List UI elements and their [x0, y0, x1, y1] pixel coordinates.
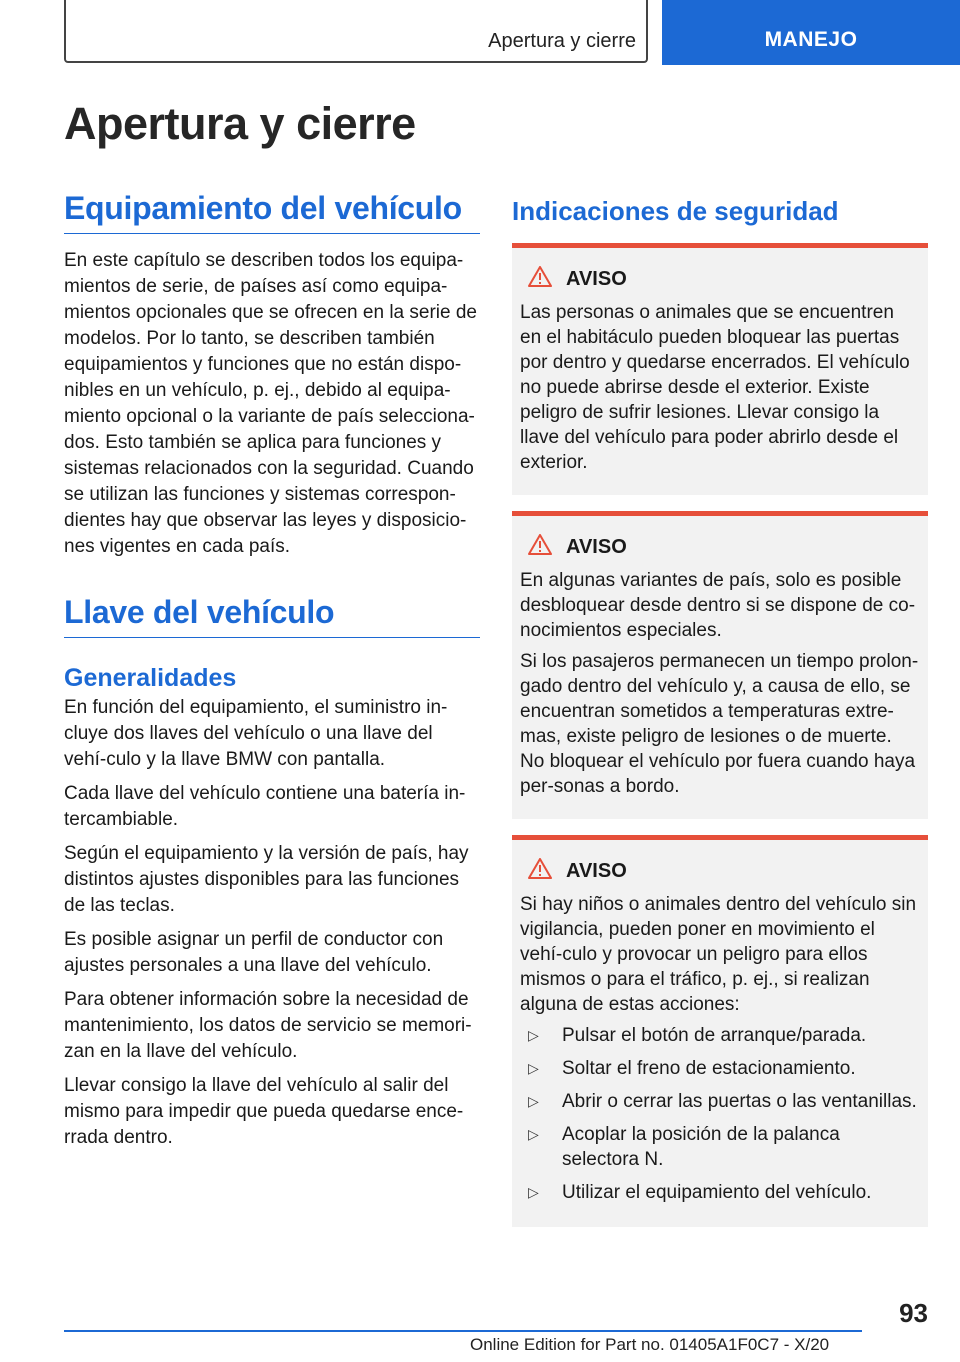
- warning-box: [512, 835, 928, 1227]
- warning-box: [512, 243, 928, 495]
- warning-title: AVISO: [566, 535, 627, 558]
- warning-triangle-icon: [528, 858, 552, 884]
- warning-paragraph: Si hay niños o animales dentro del vehículo sin vigilancia, pueden poner en movimiento el vehí‐culo y provocar un peligro para ellos mismos o para el tráfico, p. ej., si realizan alguna de estas acciones:: [520, 894, 917, 1015]
- paragraph: Para obtener información sobre la necesidad de mantenimiento, los datos de servicio se memori‐zan en la llave del vehículo.: [64, 989, 472, 1062]
- list-item-text: Pulsar el botón de arranque/parada.: [562, 1025, 867, 1046]
- list-item: [520, 1122, 920, 1172]
- heading-equipamiento: Equipamiento del vehículo: [64, 190, 480, 234]
- warning-paragraph: Si los pasajeros permanecen un tiempo prolon‐gado dentro del vehículo y, a causa de ello, se encuentran sometidos a temperaturas extre‐mas, existe peligro de lesiones o de muerte. No bloquear el vehículo por fuera cuando haya per‐sonas a bordo.: [520, 651, 919, 797]
- triangle-bullet-icon: ▷: [528, 1060, 539, 1076]
- list-item-text: Abrir o cerrar las puertas o las ventanillas.: [562, 1091, 917, 1112]
- right-column: [512, 190, 928, 1227]
- paragraph: Cada llave del vehículo contiene una batería in‐tercambiable.: [64, 783, 466, 830]
- list-item-text: Utilizar el equipamiento del vehículo.: [562, 1182, 872, 1203]
- list-item: [520, 1180, 920, 1205]
- heading-generalidades: Generalidades: [64, 664, 237, 692]
- triangle-bullet-icon: ▷: [528, 1027, 539, 1043]
- triangle-bullet-icon: ▷: [528, 1126, 539, 1142]
- warning-triangle-icon: [528, 266, 552, 292]
- list-item: [520, 1089, 920, 1114]
- warning-paragraph: Las personas o animales que se encuentren en el habitáculo pueden bloquear las puertas por dentro y quedarse encerrados. El vehículo no puede abrirse desde el exterior. Existe peligro de sufrir lesiones. Llevar consigo la llave del vehículo para poder abrirlo desde el exterior.: [520, 302, 910, 473]
- footer-edition: Online Edition for Part no. 01405A1F0C7 - X/20: [470, 1335, 830, 1354]
- warning-title: AVISO: [566, 267, 627, 290]
- warning-triangle-icon: [528, 534, 552, 560]
- triangle-bullet-icon: ▷: [528, 1093, 539, 1109]
- list-item-text: Acoplar la posición de la palanca selectora N.: [562, 1124, 840, 1170]
- action-list: [520, 1023, 920, 1205]
- header-section-title: Apertura y cierre: [488, 30, 636, 52]
- warning-paragraph: En algunas variantes de país, solo es posible desbloquear desde dentro si se dispone de co‐nocimientos especiales.: [520, 570, 916, 641]
- list-item-text: Soltar el freno de estacionamiento.: [562, 1058, 856, 1079]
- footer-divider: [64, 1330, 862, 1332]
- header-chapter-tab[interactable]: MANEJO: [662, 0, 960, 65]
- warning-box: [512, 511, 928, 819]
- warning-title: AVISO: [566, 859, 627, 882]
- page-title: Apertura y cierre: [64, 98, 416, 149]
- header-section-box: [64, 0, 648, 63]
- heading-llave: Llave del vehículo: [64, 594, 480, 638]
- paragraph: En función del equipamiento, el suministro in‐cluye dos llaves del vehículo o una llave del vehí‐culo y la llave BMW con pantalla.: [64, 697, 448, 770]
- paragraph-equipamiento: En este capítulo se describen todos los equipa‐mientos de serie, de países así como equipa‐mientos opcionales que se ofrecen en la serie de modelos. Por lo tanto, se describen también equipamientos y funciones que no están dispo‐nibles en un vehículo, p. ej., debido al equipa‐miento opcional o la variante de país selecciona‐dos. Esto también se aplica para funciones y sistemas relacionados con la seguridad. Cuando se utilizan las funciones y sistemas correspon‐dientes hay que observar las leyes y disposicio‐nes vigentes en cada país.: [64, 250, 477, 557]
- triangle-bullet-icon: ▷: [528, 1184, 539, 1200]
- list-item: [520, 1056, 920, 1081]
- page-number: 93: [899, 1298, 928, 1328]
- list-item: [520, 1023, 920, 1048]
- paragraph: Según el equipamiento y la versión de país, hay distintos ajustes disponibles para las funciones de las teclas.: [64, 843, 469, 916]
- paragraph: Es posible asignar un perfil de conductor con ajustes personales a una llave del vehículo.: [64, 929, 444, 976]
- left-column: [64, 190, 480, 1159]
- heading-seguridad: Indicaciones de seguridad: [512, 196, 839, 226]
- paragraph: Llevar consigo la llave del vehículo al salir del mismo para impedir que pueda quedarse ence‐rrada dentro.: [64, 1075, 464, 1148]
